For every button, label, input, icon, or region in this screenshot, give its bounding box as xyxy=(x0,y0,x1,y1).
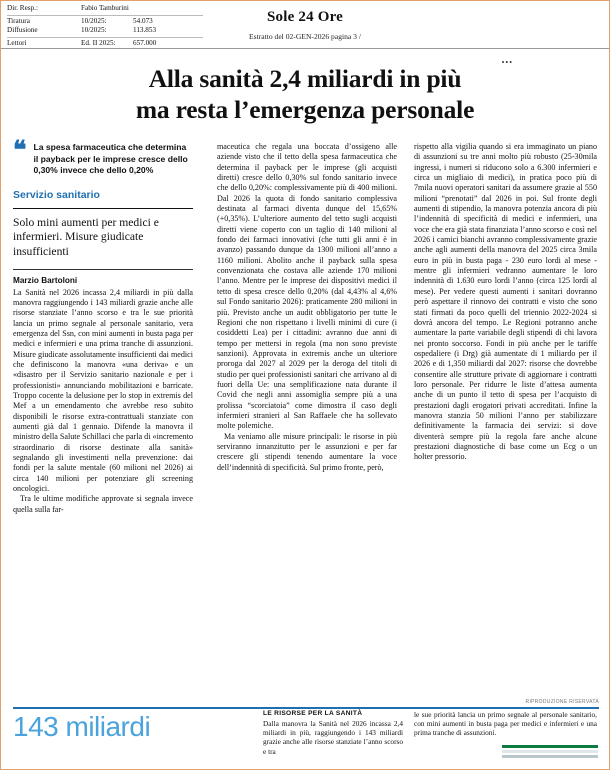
meta-label: Diffusione xyxy=(7,26,38,35)
bar-green xyxy=(502,745,598,748)
infographic-band xyxy=(13,699,599,763)
column-1-body xyxy=(13,288,193,516)
column-2-body xyxy=(217,142,397,473)
quote-icon: ❝ xyxy=(13,137,27,164)
meta-value-1: 10/2025: xyxy=(81,26,107,35)
divider xyxy=(13,269,193,270)
paragraph: maceutica che regala una boccata d’ossigeno alle aziende visto che il tetto della spesa farmaceutica che determina il payback per le imprese (gli acquisti diretti) cresce dello 0,30% sul fondo sanitario invece che dello 0,20%: complessivamente più di 400 milioni. Dal 2026 la quota di fondo sanitario complessiva destinata al farmaci diventa dunque del 15,65% (+0,35%). L’ulteriore aumento del tetto sugli acquisti diretti viene coperto con un taglio di 140 milioni al fondo dei farmaci innovativi (che tutti gli anni è in avanzo) passando dunque da 1300 milioni all’anno a 1160 milioni. Abolito anche il payback sulla spesa convenzionata che costava alle aziende 170 milioni l’anno. Mentre per le imprese dei dispositivi medici il tetto di spesa cresce dello 0,20% (dal 4,43% al 4,6% sul Fondo sanitario 2026): praticamente 280 milioni in più. Previsto anche un audit obbligatorio per tutte le Regioni che non rispettano i livelli minimi di cure (i cosiddetti Lea) per i cittadini: avranno due anni di tempo per mettersi in regola (ma non sono previste sanzioni). Approvata in extremis anche un ulteriore proroga dal 2027 al 2029 per la deroga del titoli di studio per quei professionisti sanitari che arrivano al di fuori della Ue: una semplificazione nata durante il Covid che negli anni assomiglia sempre più a una prolissa “scorciatoia” come dimostra il caso degli infermieri stranieri al San Raffaele che ha sollevato molte polemiche. xyxy=(217,142,397,431)
bar-light xyxy=(502,750,598,753)
band-column-3: le sue priorità lancia un primo segnale al personale sanitario, con mini aumenti in busta paga per medici e infermieri e una prima tranche di assunzioni. xyxy=(414,710,597,738)
meta-label: Lettori xyxy=(7,38,27,47)
masthead xyxy=(1,1,609,49)
band-divider xyxy=(13,707,599,709)
meta-value-2: 113.853 xyxy=(133,26,157,35)
extract-info: Estratto del 02-GEN-2026 pagina 3 / xyxy=(249,32,361,41)
headline-line-2: ma resta l’emergenza personale xyxy=(135,95,475,124)
page-title xyxy=(35,63,575,125)
divider xyxy=(13,208,193,209)
meta-value-2: 657.000 xyxy=(133,38,157,47)
paragraph: Tra le ultime modifiche approvate si segnala invece quella sulla far- xyxy=(13,494,193,514)
column-2 xyxy=(217,142,397,473)
meta-value-1: 10/2025: xyxy=(81,16,107,25)
column-3 xyxy=(414,142,597,463)
paragraph: Ma veniamo alle misure principali: le risorse in più serviranno innanzitutto per le assunzioni e per far crescere gli stipendi tenendo aumentare la voce dell’indennità di specificità. Sul primo fronte, però, xyxy=(217,431,397,472)
paragraph: rispetto alla vigilia quando si era immaginato un piano di assunzioni su tre anni molto più robusto (25-30mila ingressi, i numeri si riducono solo a 6.300 infermieri e circa un migliaio di medici), in pratica poco più di 7mila nuovi operatori sanitari da assumere grazie al 550 milioni “prenotati” dal 2026 in poi. Sul fronte degli aumenti di stipendio, la manovra potenzia ancora di più l’indennità di specificità di medici e infermieri, una voce che era già stata finanziata l’anno scorso e così nel 2026 i camici bianchi avranno complessivamente grazie anche agli aumenti della manovra del 2025 circa 3mila euro in più in busta paga - 230 euro lordi al mese - mentre gli infermieri vedranno aumentare le loro indennità di 1.630 euro lordi l’anno (circa 125 lordi al mese). Per vedere questi aumenti i sanitari dovranno però aspettare il rinnovo dei contratti e visto che sono stati firmati da poco quelli del triennio 2022-2024 si dovrà ancora del tempo. Le Regioni potranno anche aumentare la parte variabile degli stipendi di chi lavora nei pronto soccorso. Fondi in più anche per le tariffe ospedaliere (i Drg) già aumentate di 1 miliardo per il 2026 e di 1,350 miliardi dal 2027: risorse che dovrebbe consentire alle strutture private di aggiornare i contratti loro personale. Per ridurre le liste d’attesa aumenta anche di un punto il tetto di spesa per l’acquisto di prestazioni dagli erogatori privati accreditati. Infine la manovra stanzia 50 milioni l’anno per stabilizzare definitivamente la farmacia dei servizi: si dove diventerà sempre più la regola fare anche alcune prestazioni diagnostiche di base come un Ecg o un holter pressorio. xyxy=(414,142,597,462)
bar-gray xyxy=(502,755,598,758)
paragraph: La Sanità nel 2026 incassa 2,4 miliardi in più dalla manovra raggiungendo i 143 miliardi grazie anche alle risorse stanziate l’anno scorso e tra le sue priorità lancia un primo segnale al personale sanitario, vera emergenza del Ssn, con mini aumenti in busta paga per medici e infermieri e una prima tranche di assunzioni. Misure giudicate assolutamente insufficienti dai medici che definiscono la manovra «una deriva» e un «disastro per il Servizio sanitario nazionale e per i professionisti» annunciando mobilitazioni e barricate. Troppo cocente la delusione per lo stop in extremis del Mef a un emendamento che avrebbe reso subito disponibili le risorse extra-contrattuali stanziate con aumenti già dal 1 gennaio. Difende la manovra il ministro della Salute Schillaci che parla di «incremento straordinario di risorse destinate alla sanità» segnalando gli investimenti nella prevenzione: dai fondi per la salute mentale (60 milioni nel 2026) ai circa 140 milioni per potenziare gli screening oncologici. xyxy=(13,287,193,494)
band-column-2 xyxy=(263,710,403,756)
meta-value-1: Fabio Tamburini xyxy=(81,4,129,12)
meta-value-2: 54.073 xyxy=(133,16,153,25)
byline: Marzio Bartoloni xyxy=(13,275,78,285)
decorative-bars xyxy=(502,745,598,761)
band-title: LE RISORSE PER LA SANITÀ xyxy=(263,710,363,717)
article-columns xyxy=(13,137,599,702)
column-1 xyxy=(13,137,193,515)
big-number: 143 miliardi xyxy=(13,711,151,742)
meta-value-1: Ed. II 2025: xyxy=(81,38,116,47)
pull-quote-text: La spesa farmaceutica che determina il payback per le imprese cresce dello 0,30% invece che dello 0,20% xyxy=(33,142,188,176)
meta-label: Tiratura xyxy=(7,16,30,25)
publication-title: Sole 24 Ore xyxy=(266,9,344,25)
ellipsis-marker: ••• xyxy=(501,58,513,67)
headline-line-1: Alla sanità 2,4 miliardi in più xyxy=(148,64,462,93)
band-body-text: Dalla manovra la Sanità nel 2026 incassa 2,4 miliardi in più, raggiungendo i 143 miliardi grazie anche alle risorse stanziate l’anno scorso e tra xyxy=(263,719,403,756)
pull-quote xyxy=(13,137,193,177)
section-kicker: Servizio sanitario xyxy=(13,188,100,201)
column-3-body xyxy=(414,142,597,463)
meta-label: Dir. Resp.: xyxy=(7,4,38,12)
copyright-note: RIPRODUZIONE RISERVATA xyxy=(525,699,599,705)
article-subhead: Solo mini aumenti per medici e infermieri. Misure giudicate insufficienti xyxy=(13,215,159,258)
